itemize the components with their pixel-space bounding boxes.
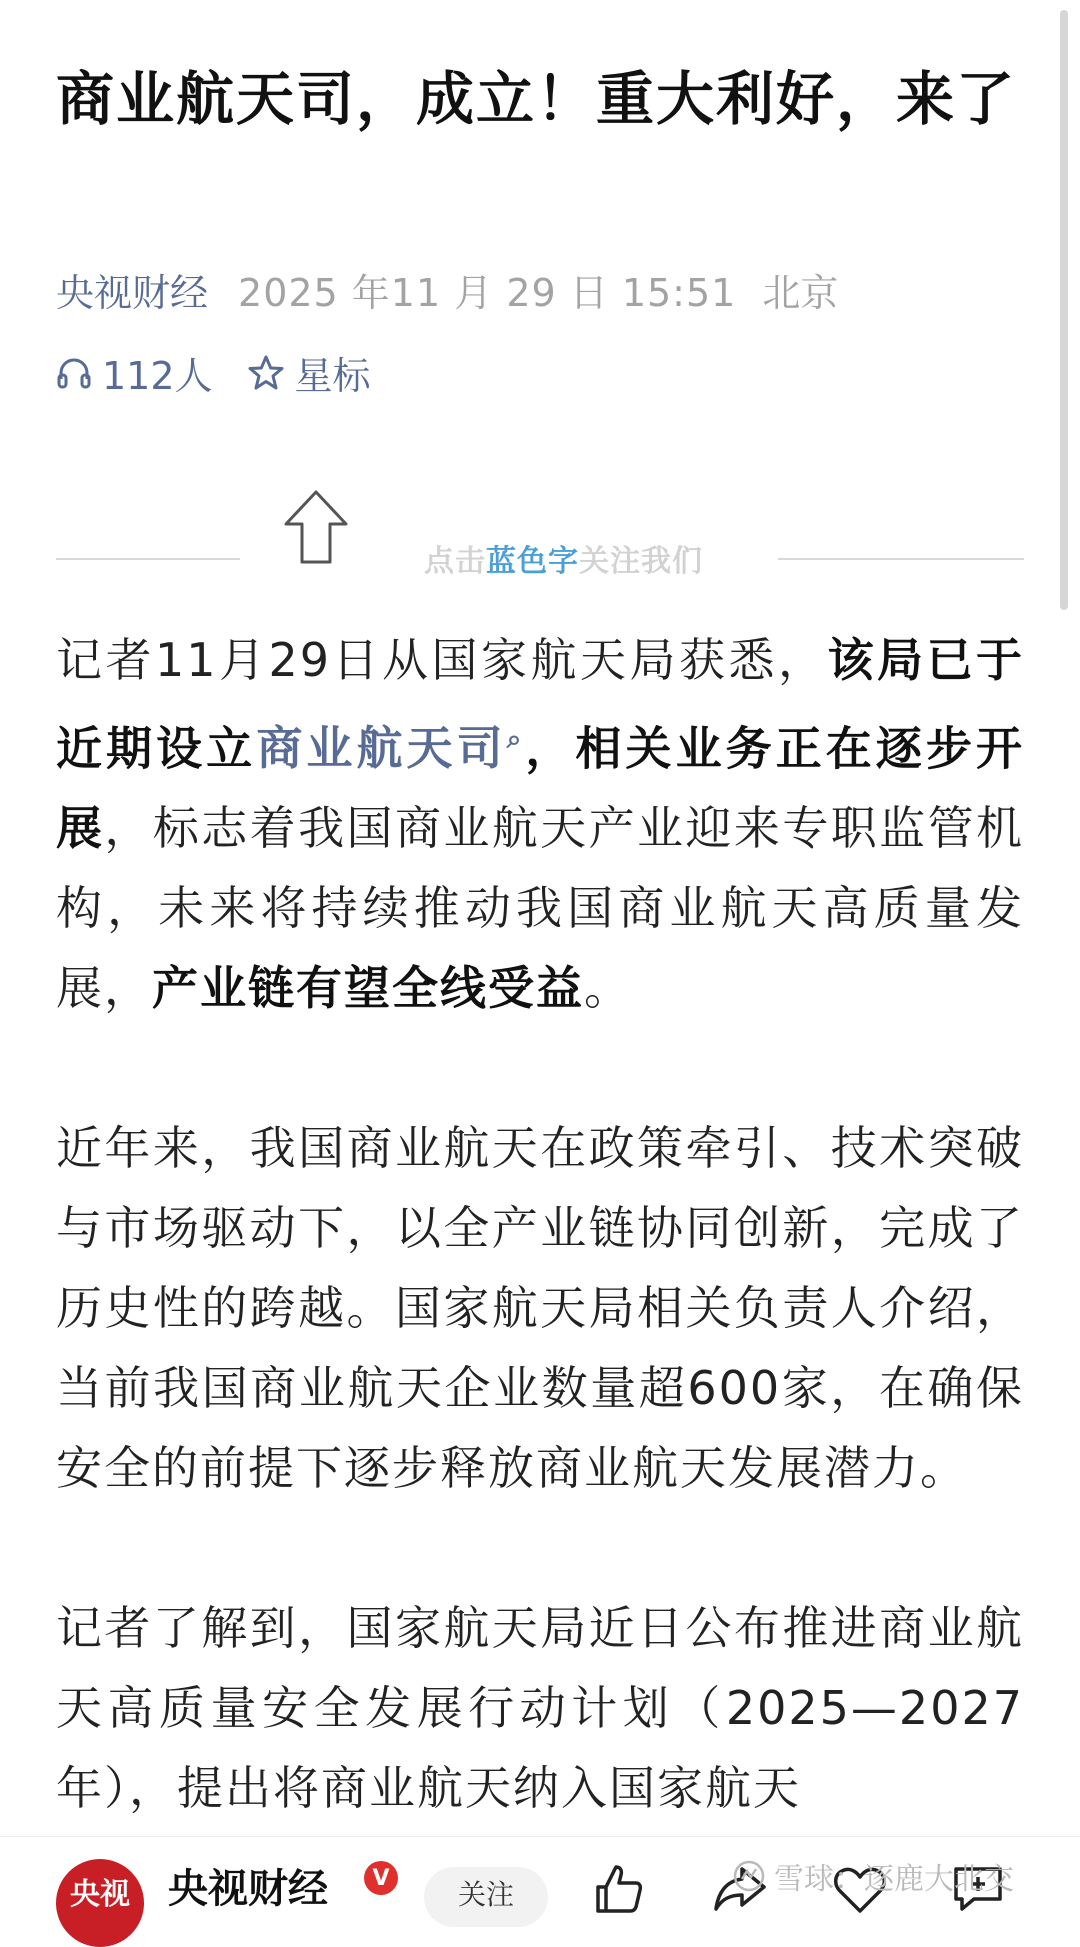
paragraph-2: 近年来，我国商业航天在政策牵引、技术突破与市场驱动下，以全产业链协同创新，完成了历史性的跨越。国家航天局相关负责人介绍，当前我国商业航天企业数量超600家，在确保安全的前提下逐步释放商业航天发展潜力。 — [56, 1121, 1024, 1496]
article-meta — [56, 262, 838, 317]
thumbs-up-icon[interactable] — [592, 1863, 644, 1915]
star-icon — [247, 354, 285, 392]
up-arrow-icon — [280, 488, 352, 568]
follow-text-after: 关注我们 — [579, 544, 703, 579]
p1-text-1: 记者11月29日从国家航天局获悉， — [56, 633, 828, 687]
star-button[interactable] — [247, 345, 371, 400]
search-icon: ⌕ — [506, 725, 524, 755]
p1-bold-1: 该局已于近期设立 — [56, 633, 1025, 776]
star-label: 星标 — [294, 354, 371, 398]
listen-button[interactable] — [56, 345, 213, 400]
account-name[interactable]: 央视财经 — [168, 1866, 328, 1912]
verified-badge: V — [364, 1861, 398, 1895]
p1-text-2: ，标志着我国商业航天产业迎来专职监管机构，未来将持续推动我国商业航天高质量发展， — [56, 801, 1025, 1016]
avatar[interactable]: 央视 — [56, 1859, 144, 1947]
article-stats — [56, 345, 405, 400]
listener-count: 112人 — [102, 354, 213, 398]
keyword-link-label: 商业航天司 — [256, 721, 507, 776]
paragraph-3: 记者了解到，国家航天局近日公布推进商业航天高质量安全发展行动计划（2025—2027年），提出将商业航天纳入国家航天 — [56, 1601, 1024, 1816]
paragraph-1 — [56, 620, 1024, 1028]
publish-location: 北京 — [762, 271, 839, 315]
follow-text-blue: 蓝色字 — [486, 544, 579, 579]
follow-text-before: 点击 — [424, 544, 486, 579]
p1-text-3: 。 — [584, 961, 632, 1016]
headphones-icon — [56, 355, 92, 391]
article-body — [56, 620, 1024, 1908]
divider-right — [778, 558, 1024, 560]
divider-left — [56, 558, 240, 560]
article-title: 商业航天司，成立！重大利好，来了 — [56, 65, 1017, 133]
watermark — [732, 1854, 1014, 1898]
follow-banner[interactable] — [56, 480, 1024, 590]
xueqiu-logo-icon — [732, 1859, 766, 1893]
follow-banner-text — [424, 536, 703, 580]
scrollbar[interactable] — [1060, 10, 1068, 610]
keyword-link[interactable] — [256, 721, 523, 775]
publish-date: 2025 年11 月 29 日 15:51 — [238, 271, 737, 315]
author-link[interactable]: 央视财经 — [56, 271, 209, 315]
p1-bold-3: 产业链有望全线受益 — [152, 961, 584, 1016]
follow-button[interactable]: 关注 — [424, 1867, 548, 1927]
p1-bold-2: ，相关业务正在逐步开展 — [56, 721, 1025, 856]
watermark-text: 雪球：逐鹿大北交 — [774, 1862, 1014, 1897]
